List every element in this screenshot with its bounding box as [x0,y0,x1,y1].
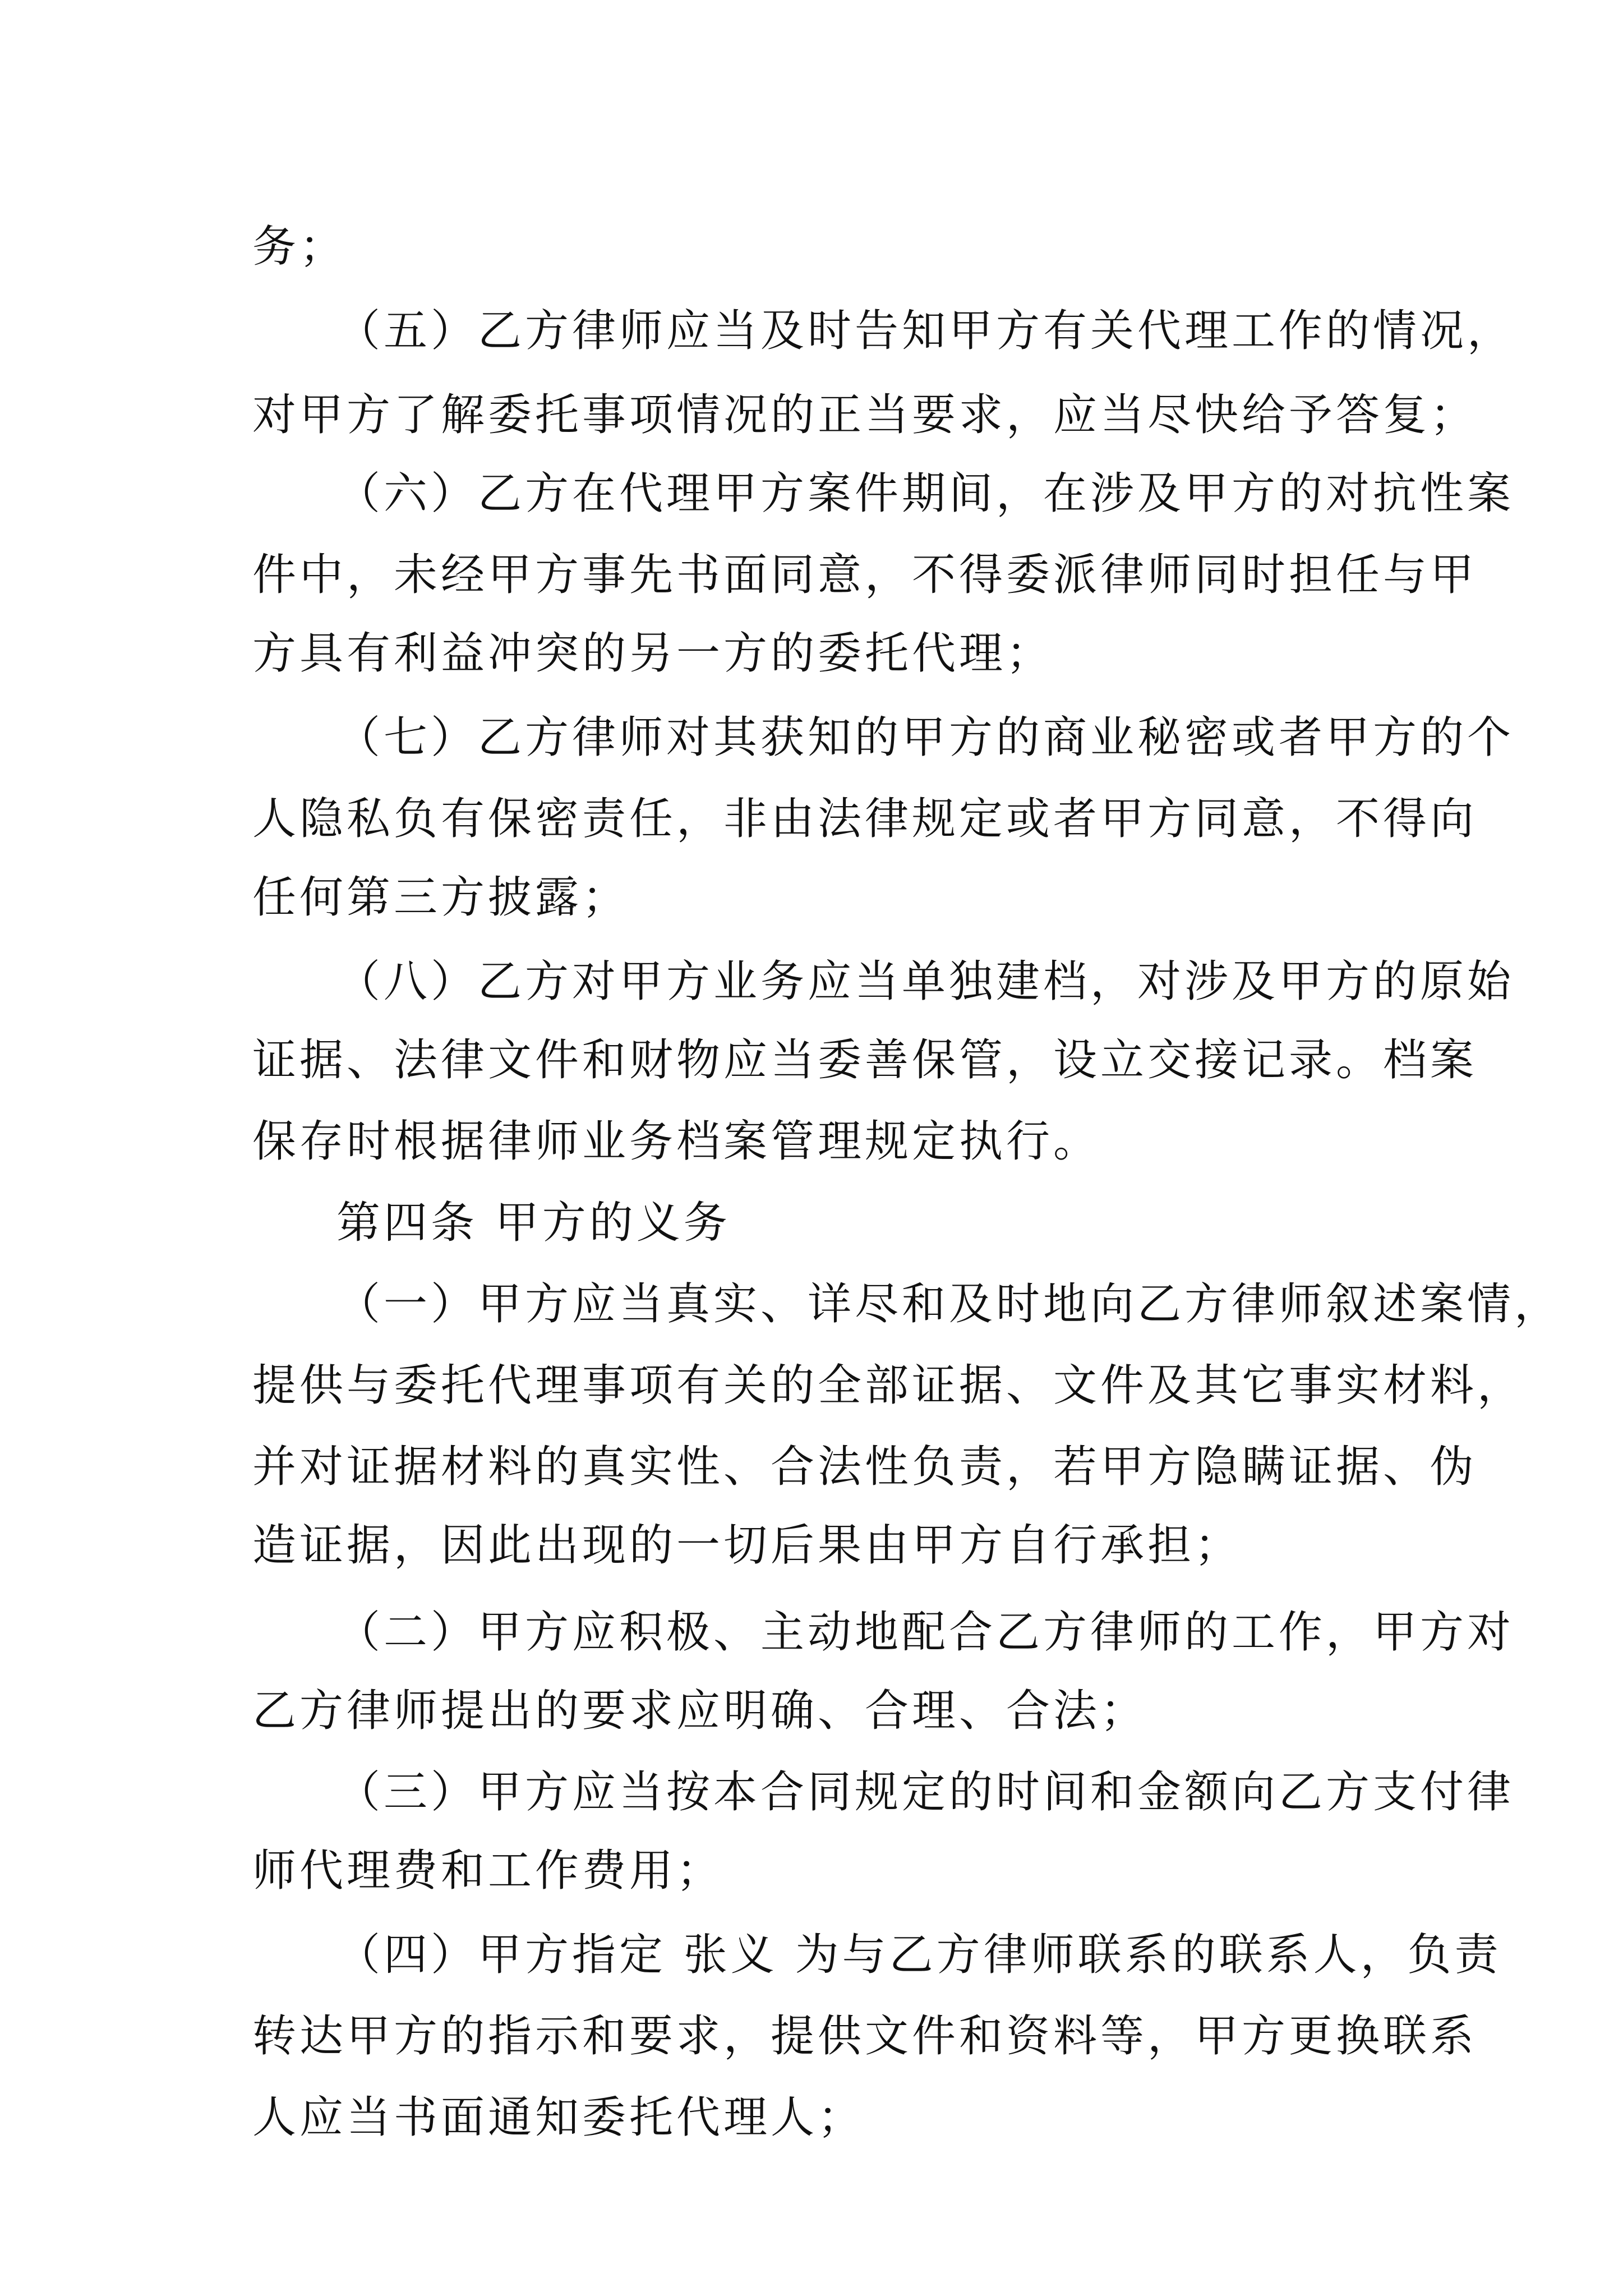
duty-1-line-4: 造证据，因此出现的一切后果由甲方自行承担； [252,1520,1242,1571]
clause-6-line-3: 方具有利益冲突的另一方的委托代理； [252,628,1054,679]
duty-2-line-2: 乙方律师提出的要求应明确、合理、合法； [252,1686,1148,1736]
duty-4-line-2: 转达甲方的指示和要求，提供文件和资料等，甲方更换联系 [252,2011,1478,2062]
clause-8-line-3: 保存时根据律师业务档案管理规定执行。 [252,1116,1101,1167]
clause-7-line-2: 人隐私负有保密责任，非由法律规定或者甲方同意，不得向 [252,794,1478,844]
clause-5-line-2: 对甲方了解委托事项情况的正当要求，应当尽快给予答复； [252,390,1478,440]
duty-1-line-2: 提供与委托代理事项有关的全部证据、文件及其它事实材料， [252,1360,1525,1411]
clause-7-line-3: 任何第三方披露； [252,872,630,923]
clause-6-line-2: 件中，未经甲方事先书面同意，不得委派律师同时担任与甲 [252,550,1478,600]
duty-3-line-1: （三）甲方应当按本合同规定的时间和金额向乙方支付律 [336,1767,1515,1818]
duty-1-line-1: （一）甲方应当真实、详尽和及时地向乙方律师叙述案情， [336,1279,1562,1329]
duty-2-line-1: （二）甲方应积极、主动地配合乙方律师的工作，甲方对 [336,1607,1515,1658]
duty-3-line-2: 师代理费和工作费用； [252,1846,724,1896]
duty-1-line-3: 并对证据材料的真实性、合法性负责，若甲方隐瞒证据、伪 [252,1442,1478,1492]
clause-6-line-1: （六）乙方在代理甲方案件期间，在涉及甲方的对抗性案 [336,468,1515,519]
clause-8-line-2: 证据、法律文件和财物应当委善保管，设立交接记录。档案 [252,1035,1478,1085]
duty-4-line-3: 人应当书面通知委托代理人； [252,2092,865,2143]
clause-7-line-1: （七）乙方律师对其获知的甲方的商业秘密或者甲方的个 [336,712,1515,763]
clause-8-line-1: （八）乙方对甲方业务应当单独建档，对涉及甲方的原始 [336,956,1515,1007]
clause-5-line-1: （五）乙方律师应当及时告知甲方有关代理工作的情况， [336,306,1515,356]
text-line: 务； [252,222,347,272]
article-4-heading: 第四条 甲方的义务 [336,1198,731,1248]
duty-4-line-1: （四）甲方指定 张义 为与乙方律师联系的联系人，负责 [336,1930,1502,1980]
